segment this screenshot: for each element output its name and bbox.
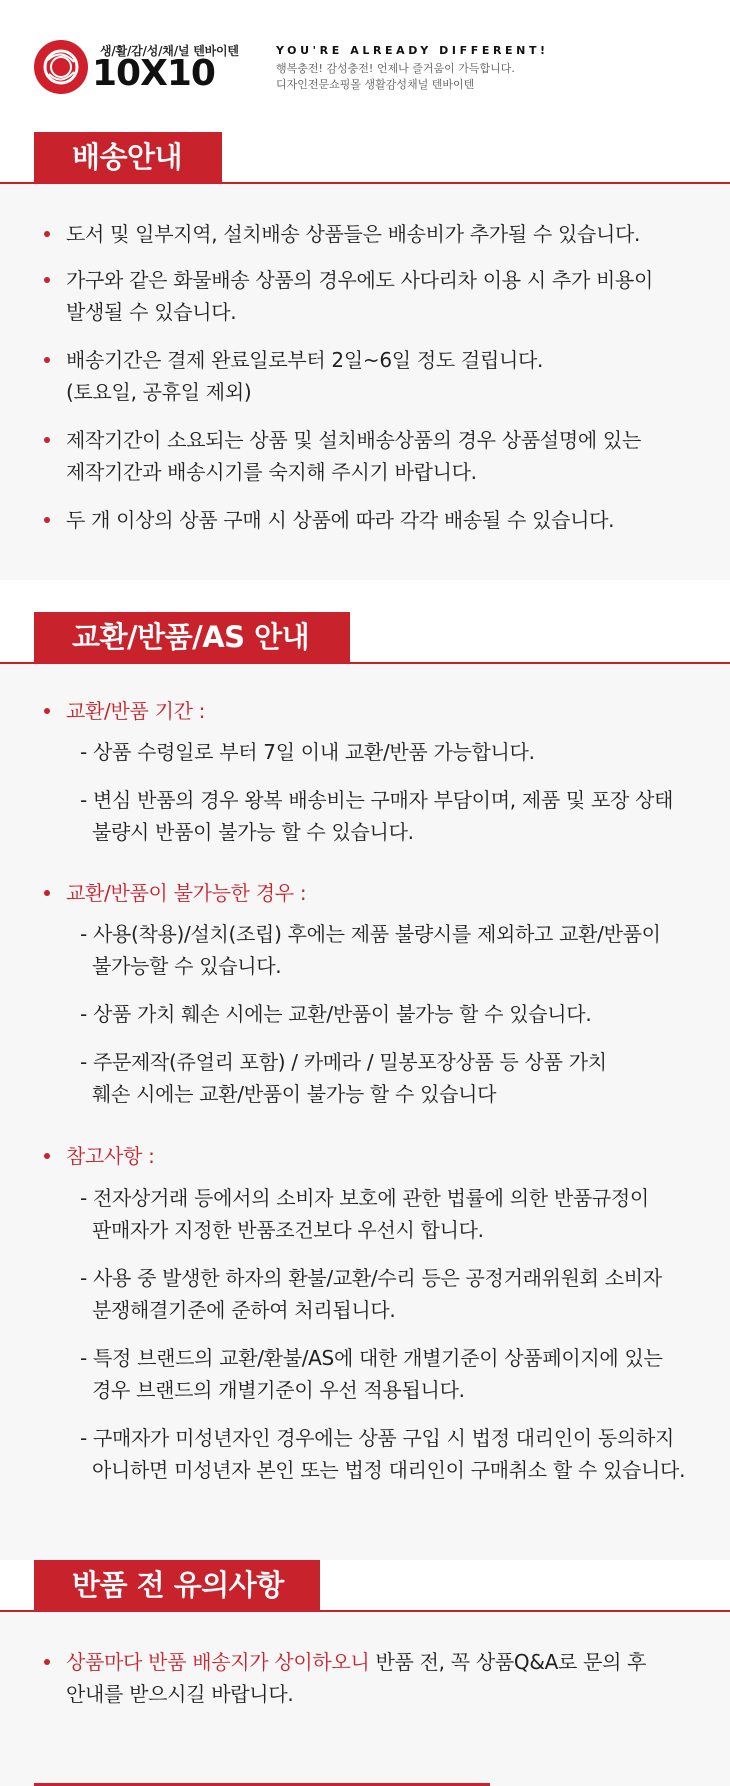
sub-item-text: - 상품 가치 훼손 시에는 교환/반품이 불가능 할 수 있습니다. (80, 1002, 592, 1026)
sub-item (80, 1046, 607, 1110)
sub-item-text: 불량시 반품이 불가능 할 수 있습니다. (92, 820, 414, 844)
bullet-icon (44, 437, 50, 443)
list-item (44, 1140, 155, 1172)
sub-item-text: - 전자상거래 등에서의 소비자 보호에 관한 법률에 의한 반품규정이 (80, 1186, 649, 1210)
logo-icon[interactable] (34, 40, 88, 94)
bullet-icon (44, 231, 50, 237)
section-divider (0, 662, 730, 664)
list-item-text: 제작기간과 배송시기를 숙지해 주시기 바랍니다. (66, 460, 477, 484)
list-item-text: 발생될 수 있습니다. (66, 300, 237, 324)
sub-item (80, 1262, 662, 1326)
sub-item (80, 784, 673, 848)
list-item (44, 1646, 646, 1710)
section-divider (0, 182, 730, 184)
bullet-icon (44, 517, 50, 523)
highlight-text: 상품마다 반품 배송지가 상이하오니 (66, 1650, 370, 1674)
list-item-text: 두 개 이상의 상품 구매 시 상품에 따라 각각 배송될 수 있습니다. (66, 508, 615, 532)
sub-item-text: 판매자가 지정한 반품조건보다 우선시 합니다. (92, 1218, 484, 1242)
list-item-text: 안내를 받으시길 바랍니다. (66, 1682, 294, 1706)
slogan: YOU'RE ALREADY DIFFERENT! (276, 44, 549, 57)
sub-item-text: - 상품 수령일로 부터 7일 이내 교환/반품 가능합니다. (80, 740, 535, 764)
group-heading: 참고사항 : (66, 1144, 155, 1168)
section-title-returns: 반품 전 유의사항 (34, 1560, 320, 1610)
sub-item-text: 불가능할 수 있습니다. (92, 954, 282, 978)
list-item (44, 218, 640, 250)
bullet-icon (44, 890, 50, 896)
sub-item-text: 아니하면 미성년자 본인 또는 법정 대리인이 구매취소 할 수 있습니다. (92, 1458, 686, 1482)
group-heading: 교환/반품이 불가능한 경우 : (66, 881, 307, 905)
list-item (44, 424, 641, 488)
sub-item-text: - 구매자가 미성년자인 경우에는 상품 구입 시 법정 대리인이 동의하지 (80, 1426, 674, 1450)
site-header (0, 0, 730, 120)
sub-item-text: 훼손 시에는 교환/반품이 불가능 할 수 있습니다 (92, 1082, 497, 1106)
sub-item (80, 1342, 663, 1406)
section-divider (0, 1610, 730, 1612)
group-heading: 교환/반품 기간 : (66, 699, 206, 723)
list-item-text: (토요일, 공휴일 제외) (66, 380, 252, 404)
sub-item-text: - 사용(착용)/설치(조립) 후에는 제품 불량시를 제외하고 교환/반품이 (80, 922, 661, 946)
list-item (44, 504, 614, 536)
bullet-icon (44, 708, 50, 714)
sub-item (80, 736, 535, 768)
sub-item-text: 분쟁해결기준에 준하여 처리됩니다. (92, 1298, 396, 1322)
sub-item-text: - 특정 브랜드의 교환/환불/AS에 대한 개별기준이 상품페이지에 있는 (80, 1346, 663, 1370)
logo-wordmark[interactable]: 10X10 (92, 53, 215, 94)
list-item-text: 도서 및 일부지역, 설치배송 상품들은 배송비가 추가될 수 있습니다. (66, 222, 641, 246)
bullet-icon (44, 357, 50, 363)
sub-item-text: - 변심 반품의 경우 왕복 배송비는 구매자 부담이며, 제품 및 포장 상태 (80, 788, 674, 812)
sub-item-text: - 사용 중 발생한 하자의 환불/교환/수리 등은 공정거래위원회 소비자 (80, 1266, 662, 1290)
bullet-icon (44, 1153, 50, 1159)
list-item (44, 877, 306, 909)
sub-item-text: - 주문제작(쥬얼리 포함) / 카메라 / 밀봉포장상품 등 상품 가치 (80, 1050, 607, 1074)
logo-tagline: 생/활/감/성/채/널 텐바이텐 (100, 44, 239, 58)
sub-item (80, 998, 591, 1030)
header-description: 디자인전문쇼핑몰 생활감성채널 텐바이텐 (276, 78, 475, 91)
section-title-shipping: 배송안내 (34, 132, 222, 182)
sub-item (80, 1182, 649, 1246)
sub-item (80, 1422, 685, 1486)
sub-item (80, 918, 661, 982)
list-item (44, 695, 205, 727)
list-item-text: 반품 전, 꼭 상품Q&A로 문의 후 (369, 1650, 647, 1674)
section-title-exchange: 교환/반품/AS 안내 (34, 612, 350, 662)
list-item (44, 344, 543, 408)
sub-item-text: 경우 브랜드의 개별기준이 우선 적용됩니다. (92, 1378, 465, 1402)
list-item-text: 배송기간은 결제 완료일로부터 2일~6일 정도 걸립니다. (66, 348, 544, 372)
list-item-text: 제작기간이 소요되는 상품 및 설치배송상품의 경우 상품설명에 있는 (66, 428, 641, 452)
list-item (44, 264, 653, 328)
bullet-icon (44, 277, 50, 283)
bullet-icon (44, 1659, 50, 1665)
list-item-text: 가구와 같은 화물배송 상품의 경우에도 사다리차 이용 시 추가 비용이 (66, 268, 654, 292)
header-description: 행복충전! 감성충전! 언제나 즐거움이 가득합니다. (276, 62, 515, 75)
